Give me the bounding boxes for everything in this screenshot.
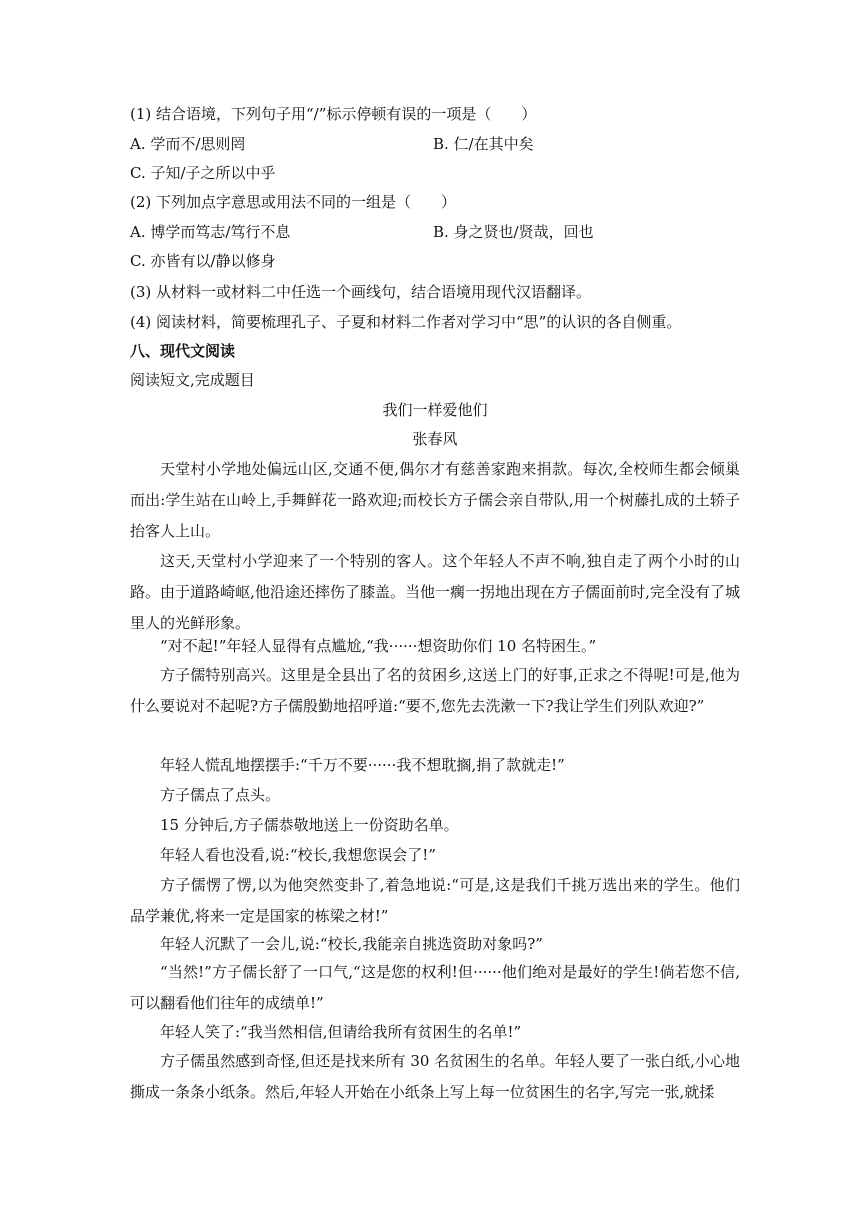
- paragraph-13: 方子儒虽然感到奇怪,但还是找来所有 30 名贫困生的名单。年轻人要了一张白纸,小心地撕成一条条小纸条。然后,年轻人开始在小纸条上写上每一位贫困生的名字,写完一张,就揉: [130, 1052, 740, 1101]
- paragraph-7: 15 分钟后,方子儒恭敬地送上一份资助名单。: [160, 816, 459, 834]
- question-3: (3) 从材料一或材料二中任选一个画线句，结合语境用现代汉语翻译。: [130, 283, 592, 301]
- question-2: (2) 下列加点字意思或用法不同的一组是（ ）: [130, 193, 457, 211]
- paragraph-1: 天堂村小学地处偏远山区,交通不便,偶尔才有慈善家跑来捐款。每次,全校师生都会倾巢而出:学生站在山岭上,手舞鲜花一路欢迎;而校长方子儒会亲自带队,用一个树藤扎成的土轿子抬客人上山。: [130, 460, 740, 540]
- option-1a: A. 学而不/思则罔: [130, 135, 246, 153]
- paragraph-12: 年轻人笑了:“我当然相信,但请给我所有贫困生的名单!”: [160, 1023, 522, 1041]
- paragraph-4: 方子儒特别高兴。这里是全县出了名的贫困乡,这送上门的好事,正求之不得呢!可是,他为什么要说对不起呢?方子儒殷勤地招呼道:“要不,您先去洗漱一下?我让学生们列队欢迎?”: [130, 666, 740, 715]
- option-1b: B. 仁/在其中矣: [433, 135, 534, 153]
- paragraph-6: 方子儒点了点头。: [160, 786, 281, 804]
- article-author: 张春风: [412, 430, 458, 448]
- paragraph-11: “当然!”方子儒长舒了一口气,“这是您的权利!但······他们绝对是最好的学生!倘若您不信,可以翻看他们往年的成绩单!”: [130, 963, 740, 1012]
- question-4: (4) 阅读材料，简要梳理孔子、子夏和材料二作者对学习中“思”的认识的各自侧重。: [130, 313, 682, 331]
- paragraph-10: 年轻人沉默了一会儿,说:“校长,我能亲自挑选资助对象吗?”: [160, 935, 543, 953]
- paragraph-3: “对不起!”年轻人显得有点尴尬,“我······想资助你们 10 名特困生。”: [160, 637, 597, 655]
- option-1c: C. 子知/子之所以中乎: [130, 164, 276, 182]
- option-2b: B. 身之贤也/贤哉，回也: [433, 223, 594, 241]
- option-2a: A. 博学而笃志/笃行不息: [130, 223, 291, 241]
- question-1: (1) 结合语境，下列句子用“/”标示停顿有误的一项是（ ）: [130, 105, 537, 123]
- paragraph-5: 年轻人慌乱地摆摆手:“千万不要······我不想耽搁,捐了款就走!”: [160, 756, 565, 774]
- option-2c: C. 亦皆有以/静以修身: [130, 252, 276, 270]
- paragraph-9: 方子儒愣了愣,以为他突然变卦了,着急地说:“可是,这是我们千挑万选出来的学生。他们品学兼优,将来一定是国家的栋梁之材!”: [130, 876, 740, 925]
- paragraph-2: 这天,天堂村小学迎来了一个特别的客人。这个年轻人不声不响,独自走了两个小时的山路。由于道路崎岖,他沿途还摔伤了膝盖。当他一瘸一拐地出现在方子儒面前时,完全没有了城里人的光鲜形象。: [130, 552, 740, 632]
- section-instruction: 阅读短文,完成题目: [130, 371, 255, 389]
- article-title: 我们一样爱他们: [382, 401, 488, 419]
- paragraph-8: 年轻人看也没看,说:“校长,我想您误会了!”: [160, 846, 436, 864]
- section-heading: 八、现代文阅读: [130, 342, 236, 360]
